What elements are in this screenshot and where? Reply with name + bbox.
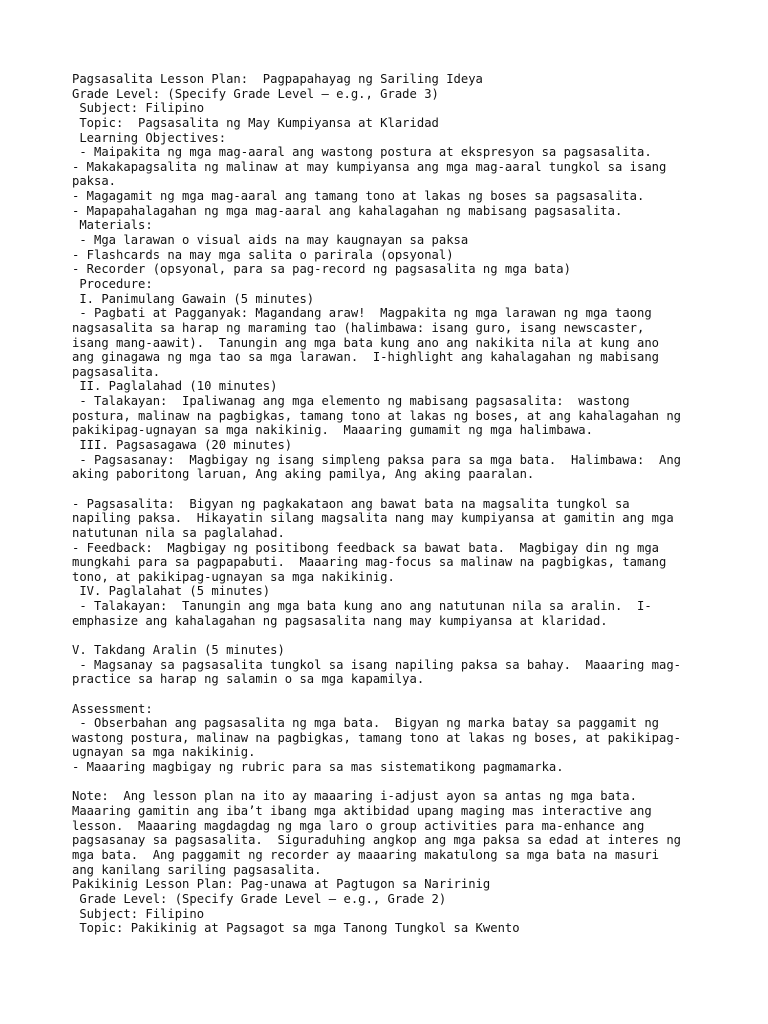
text-line: wastong postura, malinaw na pagbigkas, tamang tono at lakas ng boses, at pakikipag-	[72, 730, 682, 745]
document-page	[72, 72, 712, 936]
text-line: nagsasalita sa harap ng maraming tao (halimbawa: isang guro, isang newscaster,	[72, 320, 645, 335]
text-line: ang ginagawa ng mga tao sa mga larawan. I-highlight ang kahalagahan ng mabisang	[72, 350, 659, 365]
text-line: - Talakayan: Tanungin ang mga bata kung ano ang natutunan nila sa aralin. I-	[72, 599, 652, 614]
text-line: - Magsanay sa pagsasalita tungkol sa isang napiling paksa sa bahay. Maaaring mag-	[72, 657, 682, 672]
text-line: Assessment:	[72, 701, 153, 716]
text-line: - Feedback: Magbigay ng positibong feedback sa bawat bata. Magbigay din ng mga	[72, 540, 659, 555]
text-line: pagsasalita.	[72, 364, 161, 379]
text-line: III. Pagsasagawa (20 minutes)	[72, 438, 293, 453]
text-line: Subject: Filipino	[72, 906, 205, 921]
text-line: Topic: Pakikinig at Pagsagot sa mga Tanong Tungkol sa Kwento	[72, 921, 520, 936]
text-line: - Makakapagsalita ng malinaw at may kumpiyansa ang mga mag-aaral tungkol sa isang	[72, 159, 667, 174]
text-line: aking paboritong laruan, Ang aking pamilya, Ang aking paaralan.	[72, 467, 535, 482]
text-line: mga bata. Ang paggamit ng recorder ay maaaring makatulong sa mga bata na masuri	[72, 847, 659, 862]
text-line: natutunan nila sa paglalahad.	[72, 525, 285, 540]
text-line: ang kanilang sariling pagsasalita.	[72, 862, 322, 877]
text-line: I. Panimulang Gawain (5 minutes)	[72, 291, 315, 306]
text-line: Grade Level: (Specify Grade Level – e.g., Grade 3)	[72, 86, 439, 101]
text-line: - Mapapahalagahan ng mga mag-aaral ang kahalagahan ng mabisang pagsasalita.	[72, 203, 623, 218]
text-line: II. Paglalahad (10 minutes)	[72, 379, 278, 394]
text-line: tono, at pakikipag-ugnayan sa mga nakikinig.	[72, 569, 395, 584]
text-line: pakikipag-ugnayan sa mga nakikinig. Maaaring gumamit ng mga halimbawa.	[72, 423, 593, 438]
text-line: isang mang-aawit). Tanungin ang mga bata kung ano ang nakikita nila at kung ano	[72, 335, 659, 350]
text-line: mungkahi para sa pagpapabuti. Maaaring mag-focus sa malinaw na pagbigkas, tamang	[72, 555, 667, 570]
text-line: - Pagsasanay: Magbigay ng isang simpleng paksa para sa mga bata. Halimbawa: Ang	[72, 452, 682, 467]
text-line: practice sa harap ng salamin o sa mga kapamilya.	[72, 672, 425, 687]
text-line: Topic: Pagsasalita ng May Kumpiyansa at Klaridad	[72, 115, 439, 130]
blank-line	[72, 628, 712, 643]
text-line: Materials:	[72, 218, 153, 233]
text-line: Pagsasalita Lesson Plan: Pagpapahayag ng Sariling Ideya	[72, 72, 483, 86]
text-line: Subject: Filipino	[72, 101, 205, 116]
blank-line	[72, 687, 712, 702]
text-line: V. Takdang Aralin (5 minutes)	[72, 642, 285, 657]
text-line: paksa.	[72, 174, 117, 189]
text-line: lesson. Maaaring magdagdag ng mga laro o group activities para ma-enhance ang	[72, 818, 645, 833]
text-line: - Maaaring magbigay ng rubric para sa mas sistematikong pagmamarka.	[72, 760, 564, 775]
text-line: Procedure:	[72, 276, 153, 291]
text-line: - Recorder (opsyonal, para sa pag-record ng pagsasalita ng mga bata)	[72, 262, 571, 277]
text-line: - Mga larawan o visual aids na may kaugnayan sa paksa	[72, 233, 469, 248]
text-line: IV. Paglalahat (5 minutes)	[72, 584, 271, 599]
blank-line	[72, 775, 712, 790]
text-line: postura, malinaw na pagbigkas, tamang tono at lakas ng boses, at ang kahalagahan ng	[72, 408, 682, 423]
text-line: - Obserbahan ang pagsasalita ng mga bata. Bigyan ng marka batay sa paggamit ng	[72, 716, 659, 731]
text-line: Note: Ang lesson plan na ito ay maaaring i-adjust ayon sa antas ng mga bata.	[72, 789, 637, 804]
text-line: pagsasanay sa pagsasalita. Siguraduhing angkop ang mga paksa sa edad at interes ng	[72, 833, 682, 848]
text-line: - Magagamit ng mga mag-aaral ang tamang tono at lakas ng boses sa pagsasalita.	[72, 189, 645, 204]
text-line: Pakikinig Lesson Plan: Pag-unawa at Pagtugon sa Naririnig	[72, 877, 491, 892]
text-line: emphasize ang kahalagahan ng pagsasalita nang may kumpiyansa at klaridad.	[72, 613, 608, 628]
text-line: - Flashcards na may mga salita o parirala (opsyonal)	[72, 247, 454, 262]
text-line: - Pagbati at Pagganyak: Magandang araw! Magpakita ng mga larawan ng mga taong	[72, 306, 652, 321]
text-line: ugnayan sa mga nakikinig.	[72, 745, 256, 760]
text-line: - Talakayan: Ipaliwanag ang mga elemento ng mabisang pagsasalita: wastong	[72, 394, 630, 409]
text-line: - Pagsasalita: Bigyan ng pagkakataon ang bawat bata na magsalita tungkol sa	[72, 496, 630, 511]
text-line: napiling paksa. Hikayatin silang magsalita nang may kumpiyansa at gamitin ang mga	[72, 511, 674, 526]
text-line: Learning Objectives:	[72, 130, 227, 145]
text-line: Maaaring gamitin ang iba’t ibang mga aktibidad upang maging mas interactive ang	[72, 804, 652, 819]
blank-line	[72, 482, 712, 497]
text-line: - Maipakita ng mga mag-aaral ang wastong postura at ekspresyon sa pagsasalita.	[72, 145, 652, 160]
text-line: Grade Level: (Specify Grade Level – e.g., Grade 2)	[72, 891, 447, 906]
